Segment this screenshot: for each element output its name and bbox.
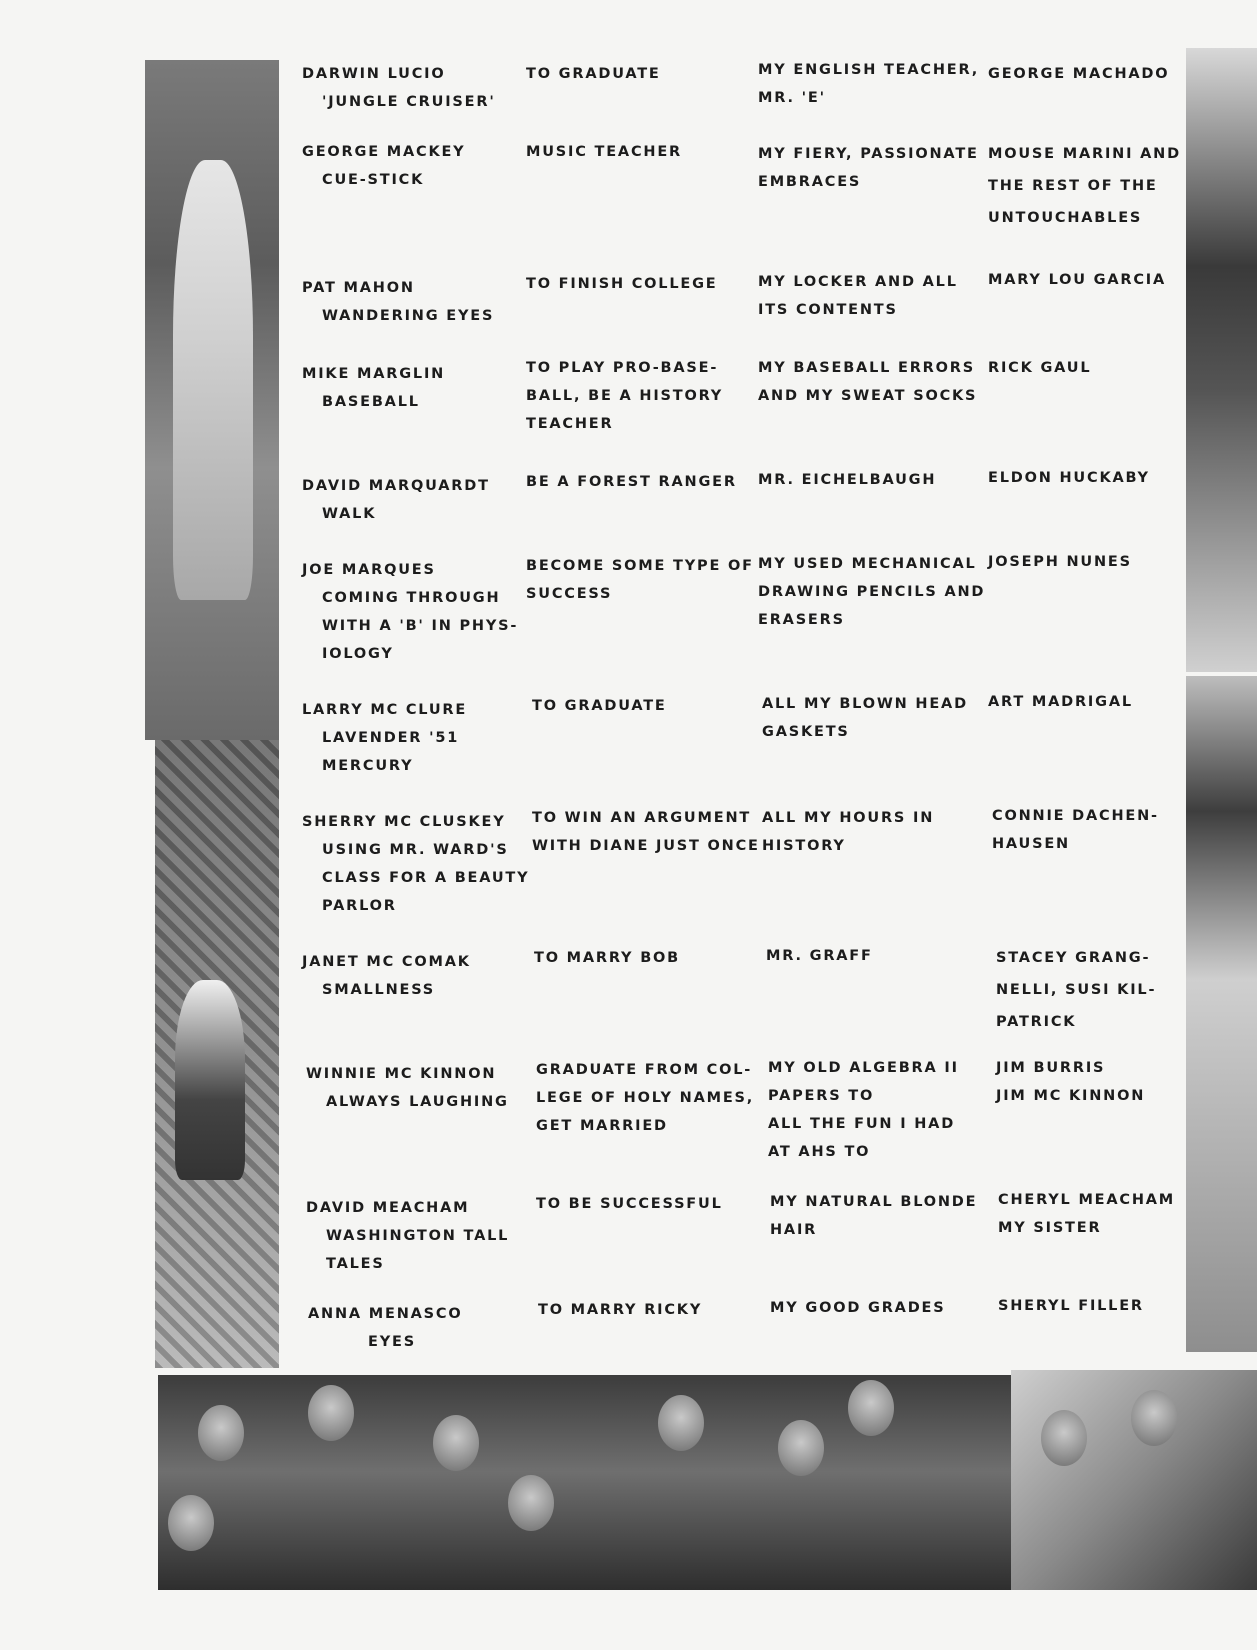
student-name: ANNA MENASCO [308,1306,463,1322]
ambition-text: TO PLAY PRO-BASE- [526,360,719,376]
student-name: DAVID MEACHAM [306,1200,470,1216]
ambition-text: TO FINISH COLLEGE [526,276,718,292]
student-trait: TALES [326,1256,385,1272]
photo-boy-portrait [1186,48,1257,672]
will-text: AND MY SWEAT SOCKS [758,388,978,404]
student-trait: ALWAYS LAUGHING [326,1094,509,1110]
will-text: MY FIERY, PASSIONATE [758,146,979,162]
student-name: MIKE MARGLIN [302,366,446,382]
student-trait: PARLOR [322,898,397,914]
student-trait: COMING THROUGH [322,590,501,606]
will-text: MY NATURAL BLONDE [770,1194,978,1210]
recipient-text: SHERYL FILLER [998,1298,1144,1314]
will-text: MY BASEBALL ERRORS [758,360,975,376]
recipient-text: THE REST OF THE [988,178,1158,194]
will-text: MY GOOD GRADES [770,1300,946,1316]
student-name: JOE MARQUES [302,562,436,578]
will-text: ITS CONTENTS [758,302,898,318]
student-name: GEORGE MACKEY [302,144,466,160]
recipient-text: JOSEPH NUNES [988,554,1132,570]
will-text: ALL THE FUN I HAD [768,1116,956,1132]
student-trait: LAVENDER '51 [322,730,460,746]
student-trait: MERCURY [322,758,414,774]
student-trait: EYES [368,1334,416,1350]
student-name: PAT MAHON [302,280,415,296]
student-trait: CLASS FOR A BEAUTY [322,870,530,886]
will-text: GASKETS [762,724,850,740]
will-text: HISTORY [762,838,846,854]
ambition-text: TO BE SUCCESSFUL [536,1196,723,1212]
recipient-text: ELDON HUCKABY [988,470,1150,486]
student-trait: 'JUNGLE CRUISER' [322,94,496,110]
recipient-text: MARY LOU GARCIA [988,272,1166,288]
will-text: ERASERS [758,612,845,628]
ambition-text: TO MARRY BOB [534,950,681,966]
ambition-text: TO WIN AN ARGUMENT [532,810,752,826]
student-name: DAVID MARQUARDT [302,478,490,494]
recipient-text: JIM MC KINNON [996,1088,1146,1104]
student-name: WINNIE MC KINNON [306,1066,497,1082]
student-trait: WASHINGTON TALL [326,1228,510,1244]
recipient-text: GEORGE MACHADO [988,66,1170,82]
student-trait: USING MR. WARD'S [322,842,509,858]
ambition-text: SUCCESS [526,586,613,602]
will-text: EMBRACES [758,174,862,190]
recipient-text: STACEY GRANG- [996,950,1151,966]
student-trait: WALK [322,506,377,522]
ambition-text: WITH DIANE JUST ONCE [532,838,760,854]
recipient-text: CONNIE DACHEN- [992,808,1159,824]
ambition-text: BALL, BE A HISTORY [526,388,724,404]
will-text: ALL MY BLOWN HEAD [762,696,968,712]
ambition-text: TO MARRY RICKY [538,1302,703,1318]
ambition-text: GET MARRIED [536,1118,668,1134]
ambition-text: BE A FOREST RANGER [526,474,737,490]
will-text: DRAWING PENCILS AND [758,584,986,600]
recipient-text: MY SISTER [998,1220,1102,1236]
photo-girl-in-dress [145,60,279,740]
will-text: MY ENGLISH TEACHER, [758,62,980,78]
recipient-text: JIM BURRIS [996,1060,1106,1076]
student-trait: IOLOGY [322,646,394,662]
will-text: MY LOCKER AND ALL [758,274,958,290]
ambition-text: LEGE OF HOLY NAMES, [536,1090,755,1106]
will-text: MR. 'E' [758,90,826,106]
will-text: ALL MY HOURS IN [762,810,935,826]
ambition-text: BECOME SOME TYPE OF [526,558,754,574]
recipient-text: PATRICK [996,1014,1077,1030]
student-trait: CUE-STICK [322,172,425,188]
recipient-text: RICK GAUL [988,360,1092,376]
recipient-text: UNTOUCHABLES [988,210,1143,226]
will-text: MR. EICHELBAUGH [758,472,937,488]
student-name: LARRY MC CLURE [302,702,468,718]
will-text: PAPERS TO [768,1088,875,1104]
photo-classroom-students [158,1375,1011,1590]
recipient-text: HAUSEN [992,836,1070,852]
photo-nurse-seated [155,740,279,1368]
student-name: DARWIN LUCIO [302,66,446,82]
will-text: MY USED MECHANICAL [758,556,977,572]
photo-girls-with-mascot [1011,1370,1257,1590]
student-trait: WITH A 'B' IN PHYS- [322,618,519,634]
student-name: JANET MC COMAK [302,954,471,970]
will-text: MY OLD ALGEBRA II [768,1060,959,1076]
recipient-text: ART MADRIGAL [988,694,1133,710]
ambition-text: TO GRADUATE [526,66,661,82]
will-text: HAIR [770,1222,818,1238]
recipient-text: NELLI, SUSI KIL- [996,982,1157,998]
ambition-text: TO GRADUATE [532,698,667,714]
will-text: MR. GRAFF [766,948,873,964]
student-trait: WANDERING EYES [322,308,495,324]
photo-girl-reading [1186,676,1257,1352]
student-name: SHERRY MC CLUSKEY [302,814,506,830]
recipient-text: MOUSE MARINI AND [988,146,1181,162]
student-trait: SMALLNESS [322,982,436,998]
will-text: AT AHS TO [768,1144,871,1160]
student-trait: BASEBALL [322,394,420,410]
ambition-text: GRADUATE FROM COL- [536,1062,753,1078]
recipient-text: CHERYL MEACHAM [998,1192,1176,1208]
ambition-text: MUSIC TEACHER [526,144,682,160]
ambition-text: TEACHER [526,416,614,432]
